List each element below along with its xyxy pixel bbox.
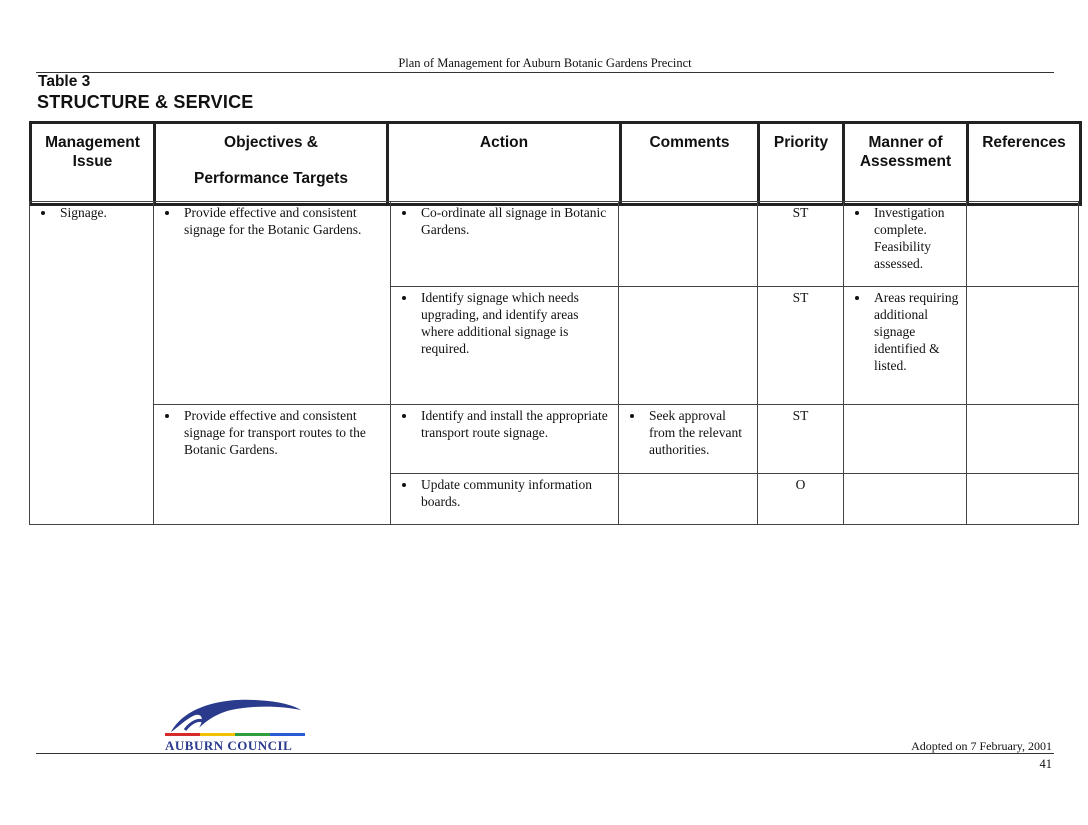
- assessment-2: • Areas requiring additional signage identified & listed.: [870, 289, 962, 374]
- cell-action-4: [391, 474, 619, 525]
- cell-action-2: [391, 287, 619, 405]
- comment-3: • Seek approval from the relevant authorities.: [645, 407, 753, 458]
- col-references: References: [968, 123, 1081, 205]
- color-bar-icon: [165, 733, 305, 737]
- cell-action-3: [391, 405, 619, 474]
- adopted-date: Adopted on 7 February, 2001: [911, 739, 1052, 753]
- objective-2: • Provide effective and consistent signage for transport routes to the Botanic Gardens.: [180, 407, 386, 458]
- cell-comment-3: [619, 405, 758, 474]
- cell-references-3: [967, 405, 1079, 474]
- cell-references-2: [967, 287, 1079, 405]
- cell-assessment-4: [844, 474, 967, 525]
- cell-priority-4: O: [758, 474, 844, 525]
- col-objectives-line1: Objectives &: [224, 134, 318, 151]
- cell-comment-2: [619, 287, 758, 405]
- col-priority: Priority: [759, 123, 844, 205]
- col-management-issue: Management Issue: [31, 123, 155, 205]
- action-4: • Update community information boards.: [417, 476, 614, 510]
- cell-objective-1: [154, 202, 391, 405]
- cell-comment-1: [619, 202, 758, 287]
- table-row: [30, 405, 1079, 474]
- logo-text: AUBURN COUNCIL: [165, 738, 293, 753]
- auburn-council-logo: [163, 696, 308, 754]
- cell-assessment-1: [844, 202, 967, 287]
- footer-rule: [36, 753, 1054, 754]
- cell-action-1: [391, 202, 619, 287]
- cell-assessment-2: [844, 287, 967, 405]
- table-body: [29, 201, 1079, 525]
- page-number: 41: [1039, 757, 1052, 771]
- col-manner-of-assessment: Manner of Assessment: [844, 123, 968, 205]
- cell-assessment-3: [844, 405, 967, 474]
- action-3: • Identify and install the appropriate transport route signage.: [417, 407, 614, 441]
- col-performance-targets: Performance Targets: [194, 170, 348, 187]
- cell-priority-2: ST: [758, 287, 844, 405]
- action-2: • Identify signage which needs upgrading, and identify areas where additional signage is required.: [417, 289, 614, 357]
- running-header: Plan of Management for Auburn Botanic Gardens Precinct: [36, 56, 1054, 73]
- cell-objective-2: [154, 405, 391, 525]
- action-1: • Co-ordinate all signage in Botanic Gardens.: [417, 204, 614, 238]
- objective-1: • Provide effective and consistent signage for the Botanic Gardens.: [180, 204, 386, 238]
- col-action: Action: [388, 123, 621, 205]
- table-header: [29, 121, 1082, 206]
- table-title: STRUCTURE & SERVICE: [37, 92, 254, 112]
- cell-references-4: [967, 474, 1079, 525]
- cell-comment-4: [619, 474, 758, 525]
- cell-priority-1: ST: [758, 202, 844, 287]
- table-row: [30, 202, 1079, 287]
- col-comments: Comments: [621, 123, 759, 205]
- assessment-1: • Investigation complete. Feasibility assessed.: [870, 204, 962, 272]
- table-label: Table 3: [38, 73, 91, 90]
- issue-item: • Signage.: [56, 204, 149, 221]
- cell-references-1: [967, 202, 1079, 287]
- cell-issue: [30, 202, 154, 525]
- cell-priority-3: ST: [758, 405, 844, 474]
- col-objectives: [155, 123, 388, 205]
